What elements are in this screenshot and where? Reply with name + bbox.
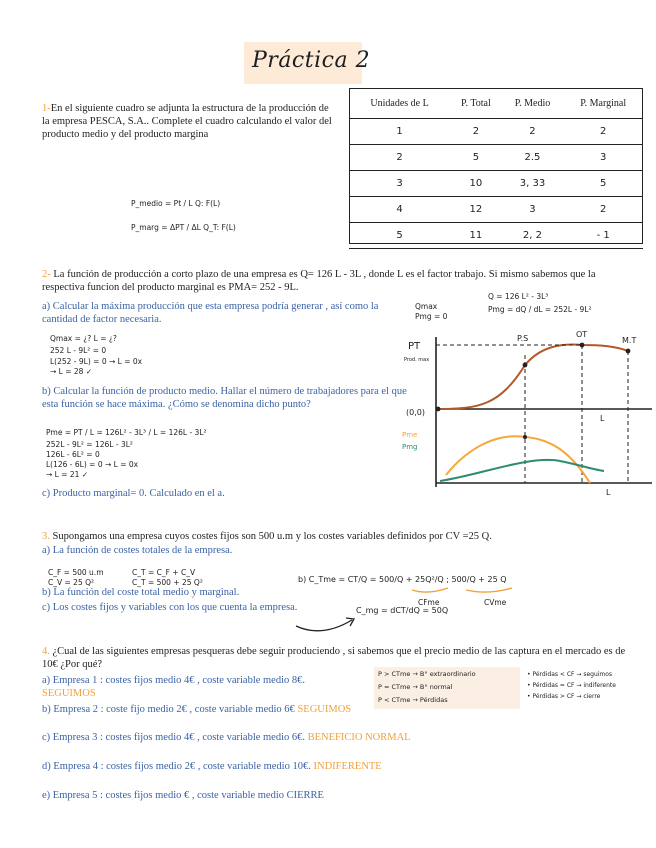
q3-arrow: [292, 608, 372, 638]
q4-item-e-answer: CIERRE: [286, 790, 324, 801]
production-graph: [400, 325, 656, 500]
table-cell: 5: [563, 171, 643, 197]
q4-item-e: [42, 789, 542, 802]
table-cell: 4: [349, 197, 450, 223]
q3-work-1: C_F = 500 u.m: [48, 568, 104, 577]
cvme-underline: [466, 588, 512, 592]
graph-pme-label: Pme: [402, 431, 418, 439]
q1-text: En el siguiente cuadro se adjunta la estructura de la producción de la empresa PESCA, S.A.. Complete el cuadro calculando el valor del producto medio y del producto margina: [42, 103, 332, 140]
q3-statement: [42, 530, 642, 543]
q4-note-right-2: • Pérdidas = CF → indiferente: [527, 682, 616, 689]
q2-part-b: b) Calcular la función de producto medio. Hallar el número de trabajadores para el que esta función se hace máxima. ¿Cómo se denomina dicho punto?: [42, 386, 407, 410]
table-header: P. Marginal: [563, 88, 643, 119]
table-cell: 1: [349, 119, 450, 145]
q3-part-a: a) La función de costes totales de la empresa.: [42, 545, 233, 556]
q1-formula-pmg: P_marg = ΔPT / ΔL Q_T: F(L): [131, 223, 236, 232]
graph-ot-label: OT: [576, 330, 588, 339]
q4-item-d-text: d) Empresa 4 : costes fijos medio 2€ , coste variable medio 10€.: [42, 761, 311, 772]
table-row: [349, 197, 643, 223]
q4-item-a-answer: SEGUIMOS: [42, 688, 96, 699]
table-cell: 2: [349, 145, 450, 171]
cfme-underline: [412, 588, 448, 592]
table-cell: 2.5: [502, 145, 564, 171]
table-cell: 12: [450, 197, 501, 223]
graph-l-label-bottom: L: [606, 488, 611, 497]
graph-point-ps: [523, 363, 528, 368]
graph-l-label-top: L: [600, 414, 605, 423]
q4-note-left-2: P = CTme → B° normal: [378, 683, 453, 691]
q2-work-top-4: Pmg = dQ / dL = 252L - 9L²: [488, 305, 592, 314]
q2-part-a: a) Calcular la máxima producción que esta empresa podría generar , así como la cantidad de factor necesaria.: [42, 301, 379, 325]
q4-item-c-text: c) Empresa 3 : costes fijos medio 4€ , coste variable medio 6€.: [42, 732, 306, 743]
q3-part-c: c) Los costes fijos y variables con los que cuenta la empresa.: [42, 602, 298, 613]
table-row: [349, 119, 643, 145]
q3-ctme-work: b) C_Tme = CT/Q = 500/Q + 25Q²/Q ; 500/Q + 25 Q: [298, 575, 507, 584]
q2-work-b-2: 252L - 9L² = 126L - 3L²: [46, 440, 133, 449]
table-header: Unidades de L: [349, 88, 450, 119]
q2-work-b-4: L(126 - 6L) = 0 → L = 0x: [46, 460, 139, 469]
graph-point-ot: [580, 343, 585, 348]
table-cell: - 1: [563, 223, 643, 249]
q2-number: 2-: [42, 269, 51, 280]
q2-work-b-5: → L = 21 ✓: [46, 470, 89, 479]
q2-work-a-4: → L = 28 ✓: [50, 367, 93, 376]
page-title: Práctica 2: [252, 48, 371, 73]
q4-item-c: [42, 731, 542, 744]
q4-item-b-answer: SEGUIMOS: [297, 704, 352, 715]
q3-work-3: C_T = C_F + C_V: [132, 568, 196, 577]
q4-note-right-1: • Pérdidas < CF → seguimos: [527, 671, 613, 678]
q4-number: 4.: [42, 646, 50, 657]
table-cell: 2: [563, 197, 643, 223]
graph-pmg-label: Pmg: [402, 443, 418, 451]
q4-text: ¿Cual de las siguientes empresas pesqueras debe seguir produciendo , si sabemos que el precio medio de las captura en el mercado es de 10€ ¿Por qué?: [42, 646, 626, 670]
q4-item-b: [42, 703, 402, 716]
graph-origin-label: (0,0): [406, 408, 425, 417]
q1-number: 1-: [42, 103, 51, 114]
q2-work-top-3: Q = 126 L² - 3L³: [488, 292, 549, 301]
q4-note-left-1: P > CTme → B° extraordinario: [378, 670, 476, 678]
q2-work-a-1: Qmax = ¿? L = ¿?: [50, 334, 117, 343]
table-row: [349, 171, 643, 197]
table-cell: 10: [450, 171, 501, 197]
q4-item-b-text: b) Empresa 2 : coste fijo medio 2€ , coste variable medio 6€: [42, 704, 295, 715]
q2-work-a-3: L(252 - 9L) = 0 → L = 0x: [50, 357, 143, 366]
q3-work-2: C_V = 25 Q²: [48, 578, 95, 587]
q3-cfme-label: CFme: [418, 598, 440, 607]
table-cell: 2, 2: [502, 223, 564, 249]
table-cell: 2: [563, 119, 643, 145]
q2-work-b-1: Pme = PT / L = 126L² - 3L³ / L = 126L - 3L²: [46, 428, 207, 437]
q4-item-e-text: e) Empresa 5 : costes fijos medio € , coste variable medio: [42, 790, 287, 801]
q4-note-left-3: P < CTme → Pérdidas: [378, 696, 448, 704]
table-cell: 3, 33: [502, 171, 564, 197]
q3-part-b: b) La función del coste total medio y marginal.: [42, 587, 240, 598]
table-row: [349, 145, 643, 171]
graph-point-pme-max: [523, 435, 527, 439]
graph-pt-label: PT: [408, 341, 421, 352]
table-cell: 3: [502, 197, 564, 223]
q3-number: 3.: [42, 531, 50, 542]
q2-statement: [42, 268, 632, 294]
q4-item-a-text: a) Empresa 1 : costes fijos medio 4€ , coste variable medio 8€.: [42, 675, 306, 686]
q2-work-a-2: 252 L - 9L² = 0: [50, 346, 107, 355]
production-table: [349, 88, 643, 249]
q2-work-b-3: 126L - 6L² = 0: [46, 450, 100, 459]
table-header: P. Medio: [502, 88, 564, 119]
q4-note-right-3: • Pérdidas > CF → cierre: [527, 693, 601, 700]
table-cell: 3: [349, 171, 450, 197]
table-cell: 2: [502, 119, 564, 145]
graph-origin-point: [436, 407, 441, 412]
q2-text: La función de producción a corto plazo de una empresa es Q= 126 L - 3L , donde L es el factor trabajo. Si mismo sabemos que la respectiva funcion del producto marginal es PMA= 252 - 9L.: [42, 269, 596, 293]
graph-point-mt: [626, 349, 631, 354]
q4-item-a: [42, 674, 372, 700]
q3-ctme-underline: [408, 582, 518, 596]
q2-part-c: c) Producto marginal= 0. Calculado en el a.: [42, 488, 225, 499]
q4-item-d: [42, 760, 542, 773]
table-cell: 5: [450, 145, 501, 171]
q4-statement: [42, 645, 642, 671]
total-product-curve: [438, 345, 628, 409]
q4-item-c-answer: BENEFICIO NORMAL: [307, 732, 411, 743]
table-cell: 2: [450, 119, 501, 145]
q1-formula-pme: P_medio = Pt / L Q: F(L): [131, 199, 221, 208]
table-cell: 3: [563, 145, 643, 171]
graph-pt-sub-label: Prod. max: [404, 357, 430, 363]
graph-mt-label: M.T: [622, 336, 637, 345]
pmg-curve: [440, 460, 604, 481]
q3-cvme-label: CVme: [484, 598, 507, 607]
table-header-row: [349, 88, 643, 119]
graph-ps-label: P.S: [517, 334, 529, 343]
q1-statement: [42, 102, 332, 141]
q2-work-top-1: Qmax: [415, 302, 438, 311]
q3-cmg-work: C_mg = dCT/dQ = 50Q: [356, 606, 449, 615]
table-header: P. Total: [450, 88, 501, 119]
table-cell: 11: [450, 223, 501, 249]
q4-item-d-answer: INDIFERENTE: [313, 761, 382, 772]
table-cell: 5: [349, 223, 450, 249]
curved-arrow-icon: [296, 620, 352, 631]
q2-work-top-2: Pmg = 0: [415, 312, 448, 321]
table-row: [349, 223, 643, 249]
q3-work-4: C_T = 500 + 25 Q²: [132, 578, 203, 587]
q3-text: Supongamos una empresa cuyos costes fijos son 500 u.m y los costes variables definidos por CV =25 Q.: [49, 531, 492, 542]
